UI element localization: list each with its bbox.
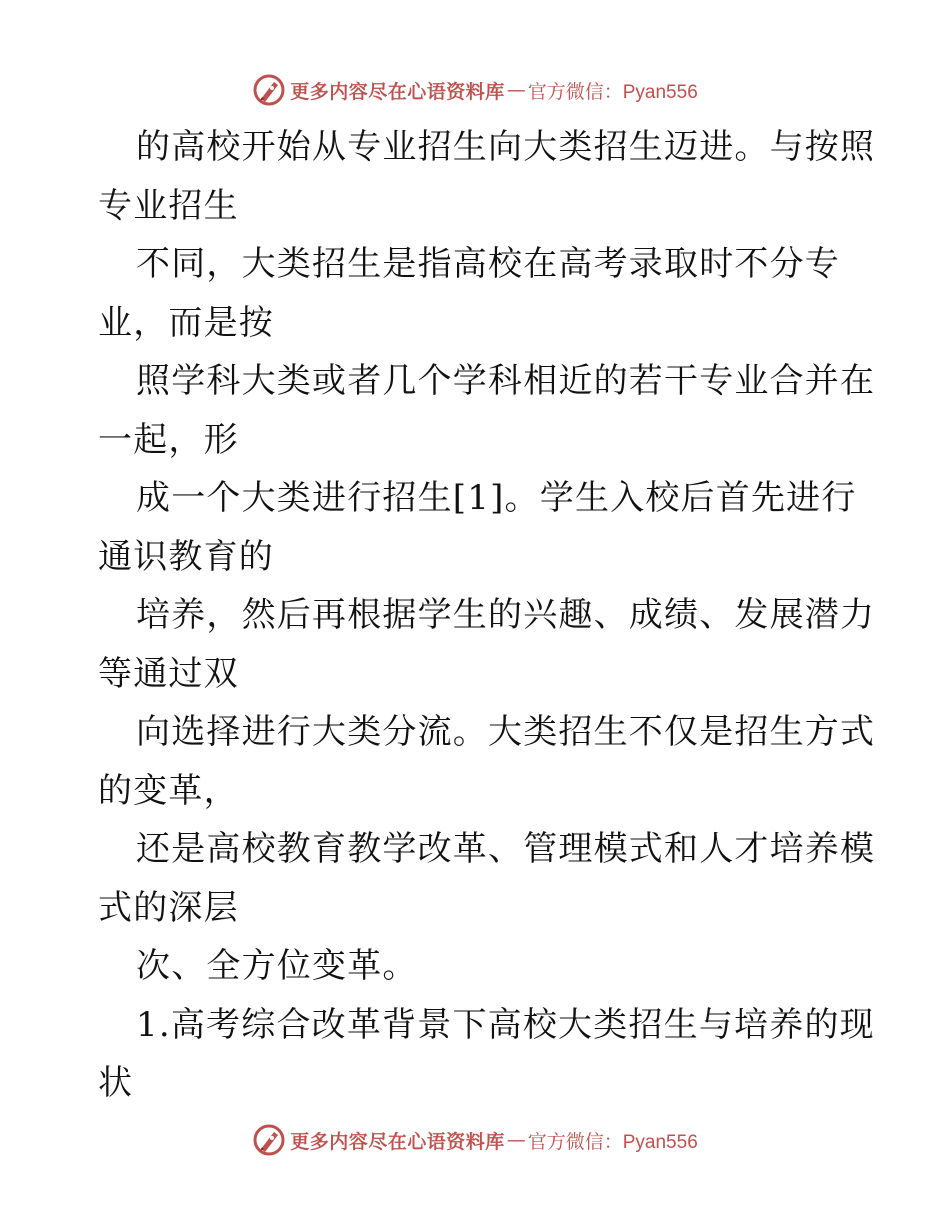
body-line: 成一个大类进行招生[1]。学生入校后首先进行 bbox=[136, 478, 857, 518]
body-line: 培养，然后再根据学生的兴趣、成绩、发展潜力 bbox=[136, 595, 876, 635]
body-line: 等通过双 bbox=[98, 653, 239, 694]
body-line: 业，而是按 bbox=[98, 302, 274, 343]
body-line: 次、全方位变革。 bbox=[136, 946, 418, 986]
watermark-site-text: 更多内容尽在心语资料库 bbox=[290, 80, 505, 103]
body-line: 式的深层 bbox=[98, 887, 239, 928]
watermark-separator: — bbox=[506, 79, 526, 101]
section-heading: 1.高考综合改革背景下高校大类招生与培养的现 bbox=[136, 1004, 875, 1045]
watermark-footer bbox=[0, 1120, 950, 1160]
watermark-contact: 官方微信：Pyan556 bbox=[527, 81, 698, 103]
body-line: 还是高校教育教学改革、管理模式和人才培养模 bbox=[136, 829, 876, 869]
body-line: 向选择进行大类分流。大类招生不仅是招生方式 bbox=[136, 712, 876, 752]
section-heading-continuation: 状 bbox=[98, 1063, 134, 1103]
body-line: 一起，形 bbox=[98, 419, 239, 460]
body-line: 专业招生 bbox=[98, 185, 239, 226]
pen-circle-logo-icon bbox=[252, 1123, 286, 1157]
pen-circle-logo-icon bbox=[252, 73, 286, 107]
watermark-contact: 官方微信：Pyan556 bbox=[527, 1131, 698, 1153]
document-body bbox=[98, 118, 876, 1113]
watermark-separator: — bbox=[506, 1129, 526, 1151]
body-line: 照学科大类或者几个学科相近的若干专业合并在 bbox=[136, 361, 876, 401]
watermark-header bbox=[0, 70, 950, 110]
body-line: 的变革， bbox=[98, 770, 239, 811]
body-line: 通识教育的 bbox=[98, 536, 274, 577]
watermark-site-text: 更多内容尽在心语资料库 bbox=[290, 1130, 505, 1153]
body-line: 的高校开始从专业招生向大类招生迈进。与按照 bbox=[136, 127, 876, 167]
body-line: 不同，大类招生是指高校在高考录取时不分专 bbox=[136, 244, 840, 284]
